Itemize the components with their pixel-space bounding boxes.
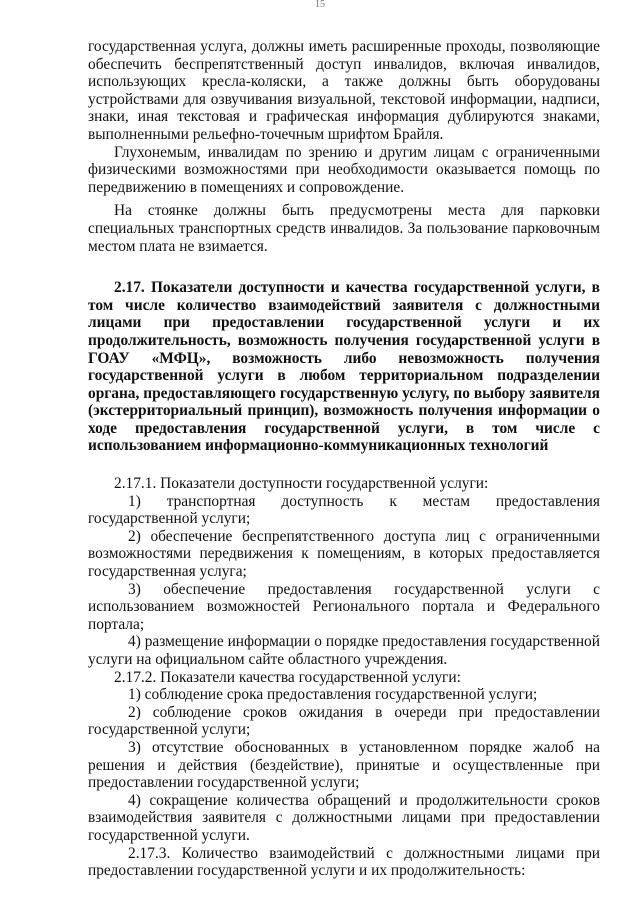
list-item: 4) сокращение количества обращений и продолжительности сроков взаимодействия заявителя с должностными лицами при предоставлении государственной услуги. bbox=[88, 791, 600, 844]
paragraph-assistance: Глухонемым, инвалидам по зрению и другим лицам с ограниченными физическими возможностями при необходимости оказывается помощь по передвижению в помещениях и сопровождение. bbox=[88, 143, 600, 196]
paragraph-accessibility-equipment: государственная услуга, должны иметь расширенные проходы, позволяющие обеспечить беспрепятственный доступ инвалидов, включая инвалидов, использующих кресла-коляски, а также должны быть оборудованы устройствами для озвучивания визуальной, текстовой информации, надписи, знаки, иная текстовая и графическая информация дублируются знаками, выполненными рельефно-точечным шрифтом Брайля. bbox=[88, 38, 600, 143]
subsection-title-2-17-1: 2.17.1. Показатели доступности государственной услуги: bbox=[114, 475, 489, 493]
document-body bbox=[88, 38, 600, 880]
paragraph-parking: На стоянке должны быть предусмотрены места для парковки специальных транспортных средств инвалидов. За пользование парковочным местом плата не взимается. bbox=[88, 202, 600, 255]
list-item: 1) транспортная доступность к местам предоставления государственной услуги; bbox=[88, 492, 600, 528]
list-item: 3) отсутствие обоснованных в установленном порядке жалоб на решения и действия (бездействие), принятые и осуществленные при предоставлении государственной услуги; bbox=[88, 738, 600, 792]
list-item: 2) обеспечение беспрепятственного доступа лиц с ограниченными возможностями передвижения к помещениям, в которых предоставляется государственная услуга; bbox=[88, 527, 600, 581]
page-number: 15 bbox=[315, 0, 325, 7]
list-item: 2) соблюдение сроков ожидания в очереди при предоставлении государственной услуги; bbox=[88, 703, 600, 739]
subsection-title-2-17-3: 2.17.3. Количество взаимодействий с должностными лицами при предоставлении государственной услуги и их продолжительность: bbox=[88, 844, 600, 880]
list-item: 3) обеспечение предоставления государственной услуги с использованием возможностей Регионального портала и Федерального портала; bbox=[88, 580, 600, 633]
list-item: 1) соблюдение срока предоставления государственной услуги; bbox=[128, 686, 538, 704]
list-item: 4) размещение информации о порядке предоставления государственной услуги на официальном сайте областного учреждения. bbox=[88, 633, 600, 668]
section-heading-2-17: 2.17. Показатели доступности и качества государственной услуги, в том числе количество взаимодействий заявителя с должностными лицами при предоставлении государственной услуги и их продолжительность, возможность получения государственной услуги в ГОАУ «МФЦ», возможность либо невозможность получения государственной услуги в любом территориальном подразделении органа, предоставляющего государственную услугу, по выбору заявителя (экстерриториальный принцип), возможность получения информации о ходе предоставления государственной услуги, в том числе с использованием информационно-коммуникационных технологий bbox=[88, 279, 600, 455]
subsection-title-2-17-2: 2.17.2. Показатели качества государственной услуги: bbox=[114, 668, 461, 686]
